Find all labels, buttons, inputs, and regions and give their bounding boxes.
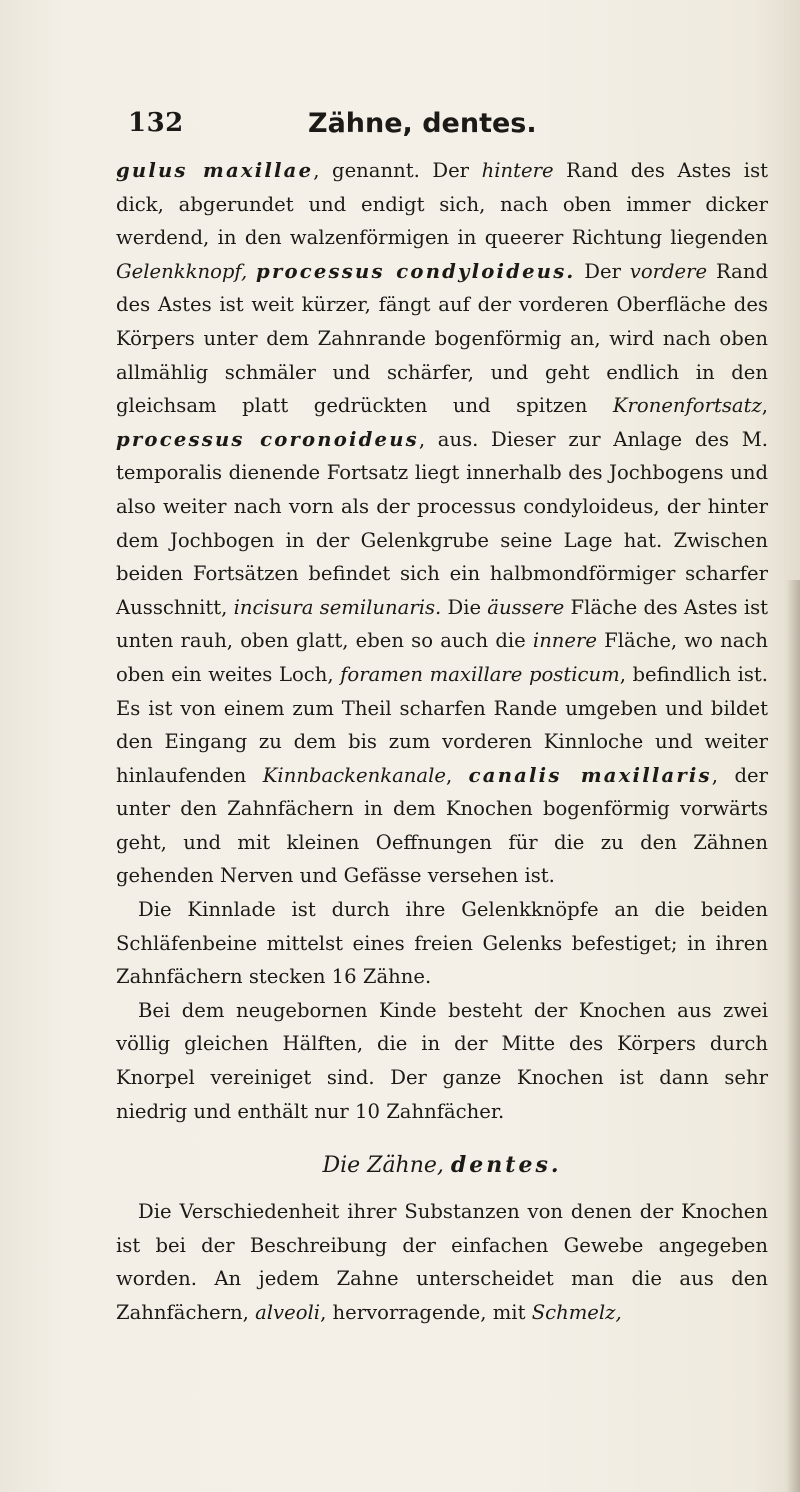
page-number: 132 [128,108,184,138]
running-head: Zähne, dentes. [308,108,537,139]
latin-term: gulus maxillae [116,159,314,182]
latin-term: foramen maxillare posticum [340,662,620,686]
emphasis: vordere [629,259,708,283]
term-schmelz: Schmelz, [531,1301,622,1324]
latin-term: alveoli [255,1301,321,1324]
term-gelenkknopf: Gelenkknopf, [116,259,248,283]
emphasis: innere [532,629,597,653]
emphasis: hintere [481,159,554,182]
term-kronenfortsatz: Kronenfortsatz [612,394,762,418]
emphasis: äussere [487,595,565,619]
term-kinnbackenkanale: Kinnbackenkanale [262,763,446,787]
paragraph-kinnlade: Die Kinnlade ist durch ihre Gelenkknöpfe an die beiden Schläfenbeine mittelst eines freien Gelenks befestiget; in ihren Zahnfächern stecken 16 Zähne. [116,898,768,989]
latin-term: incisura semilunaris. [233,595,442,619]
latin-term: processus coronoideus [116,427,419,451]
heading-german: Die Zähne [322,1153,437,1179]
body-text [116,154,768,1330]
latin-term: canalis maxillaris [468,763,712,787]
page-edge-shadow [786,580,800,1492]
heading-latin: dentes. [450,1152,562,1179]
paragraph-zaehne: Die Verschiedenheit ihrer Substanzen von denen der Knochen ist bei der Beschreibung der einfachen Gewebe angegeben worden. An jedem Zahne unterscheidet man die aus den Zahnfächern, alveoli, hervorragende, mit Schmelz, [116,1200,768,1324]
paragraph-ramus-description: gulus maxillae, genannt. Der hintere Rand des Astes ist dick, abgerundet und endigt sich, nach oben immer dicker werdend, in den walzenförmigen in queerer Richtung liegenden Gelenkknopf, processus condyloideus. Der vordere Rand des Astes ist weit kürzer, fängt auf der vorderen Oberfläche des Körpers unter dem Zahnrande bogenförmig an, wird nach oben allmählig schmäler und schärfer, und geht endlich in den gleichsam platt gedrückten und spitzen Kronenfortsatz, processus coronoideus, aus. Dieser zur Anlage des M. temporalis dienende Fortsatz liegt innerhalb des Jochbogens und also weiter nach vorn als der processus condyloideus, der hinter dem Jochbogen in der Gelenkgrube seine Lage hat. Zwischen beiden Fortsätzen befindet sich ein halbmondförmiger scharfer Ausschnitt, incisura semilunaris. Die äussere Fläche des Astes ist unten rauh, oben glatt, eben so auch die innere Fläche, wo nach oben ein weites Loch, foramen maxillare posticum, befindlich ist. Es ist von einem zum Theil scharfen Rande umgeben und bildet den Eingang zu dem bis zum vorderen Kinnloche und weiter hinlaufenden Kinnbackenkanale, canalis maxillaris, der unter den Zahnfächern in dem Knochen bogenförmig vorwärts geht, und mit kleinen Oeffnungen für die zu den Zähnen gehenden Nerven und Gefässe versehen ist. [116,159,769,888]
paragraph-neugeborene: Bei dem neugebornen Kinde besteht der Knochen aus zwei völlig gleichen Hälften, die in der Mitte des Körpers durch Knorpel vereiniget sind. Der ganze Knochen ist dann sehr niedrig und enthält nur 10 Zahnfächer. [116,998,768,1123]
page-header [0,108,800,148]
latin-term: processus condyloideus. [256,259,576,283]
section-heading: Die Zähne, dentes. [322,1152,562,1179]
